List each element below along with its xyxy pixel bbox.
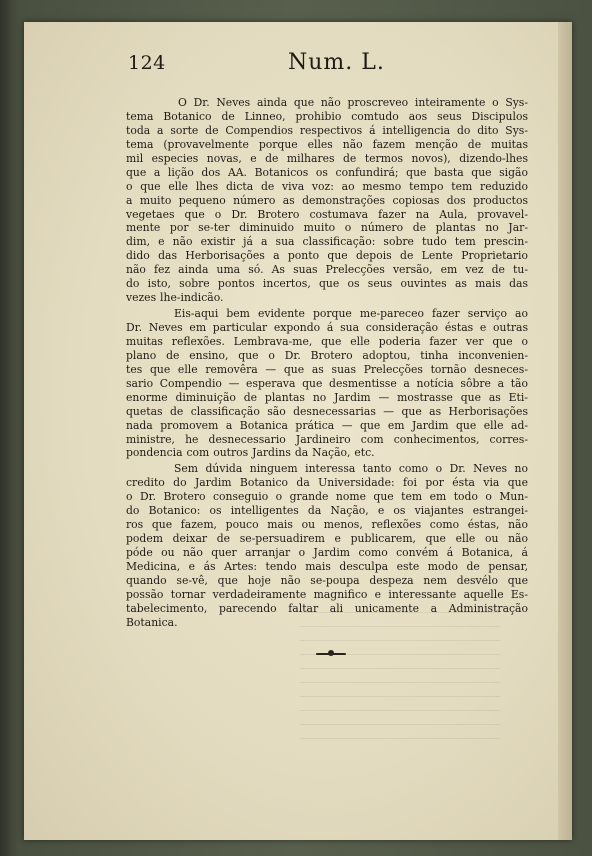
text-line: quetas de classificação são desnecessarias — que as Herborisações: [126, 404, 528, 418]
show-through-text: [300, 612, 500, 752]
text-line: que a lição dos AA. Botanicos os confundirá; que basta que sigão: [126, 165, 528, 179]
text-line: não fez ainda uma só. As suas Prelecções versão, em vez de tu-: [126, 263, 528, 277]
text-line: tema (provavelmente porque elles não fazem menção de muitas: [126, 137, 528, 151]
text-line: quando se-vê, que hoje não se-poupa despeza nem desvélo que: [126, 573, 528, 587]
page-number: 124: [128, 52, 166, 74]
text-line: Dr. Neves em particular expondo á sua consideração éstas e outras: [126, 321, 528, 334]
text-line: dim, e não existir já a sua classificação: sobre tudo tem prescin-: [126, 235, 528, 249]
text-line: Eis-aqui bem evidente porque me-pareceo fazer serviço ao: [174, 307, 528, 321]
text-line: vegetaes que o Dr. Brotero costumava fazer na Aula, provavel-: [126, 207, 528, 221]
page-edge: [558, 22, 572, 840]
text-line: Medicina, e ás Artes: tendo mais desculpa este modo de pensar,: [126, 559, 528, 573]
text-line: ros que fazem, pouco mais ou menos, reflexões como éstas, não: [126, 518, 528, 532]
text-line: o Dr. Brotero conseguio o grande nome que tem em todo o Mun-: [126, 490, 528, 504]
section-divider-ornament: [316, 650, 346, 658]
text-line: dido das Herborisações a ponto que depois de Lente Proprietario: [126, 249, 528, 263]
text-line: tes que elle removêra — que as suas Prelecções tornão desneces-: [126, 362, 528, 376]
page-header: [128, 50, 408, 78]
text-line: podem deixar de se-persuadirem e publicarem, que elle ou não: [126, 532, 528, 546]
text-line: possão tornar verdadeiramente magnifico e interessante aquelle Es-: [126, 587, 528, 601]
text-line: tabelecimento, parecendo faltar ali unicamente a Administração: [126, 601, 528, 615]
text-line: Sem dúvida ninguem interessa tanto como o Dr. Neves no: [174, 462, 528, 476]
text-line: mil especies novas, e de milhares de termos novos), dizendo-lhes: [126, 151, 528, 165]
text-line: Botanica.: [126, 615, 178, 629]
text-line: ministre, he desnecessario Jardineiro com conhecimentos, corres-: [126, 432, 528, 446]
text-line: plano de ensino, que o Dr. Brotero adoptou, tinha inconvenien-: [126, 348, 528, 362]
paragraph: [126, 307, 528, 460]
text-line: O Dr. Neves ainda que não proscreveo inteiramente o Sys-: [178, 96, 528, 109]
running-title: Num. L.: [288, 50, 385, 75]
text-line: do isto, sobre pontos incertos, que os seus ouvintes as mais das: [126, 277, 528, 291]
text-line: sario Compendio — esperava que desmentisse a notícia sôbre a tão: [126, 376, 528, 390]
text-line: tema Botanico de Linneo, prohibio comtudo aos seus Discipulos: [126, 109, 528, 123]
text-line: a muito pequeno número as demonstrações copiosas dos productos: [126, 193, 528, 207]
text-line: toda a sorte de Compendios respectivos á intelligencia do dito Sys-: [126, 123, 528, 137]
divider-dot: [328, 650, 334, 656]
text-line: mente por se-ter diminuido muito o número de plantas no Jar-: [126, 221, 528, 235]
text-line: do Botanico: os intelligentes da Nação, e os viajantes estrangei-: [126, 504, 528, 518]
text-line: vezes lhe-indicão.: [126, 291, 224, 305]
text-line: póde ou não quer arranjar o Jardim como convém á Botanica, á: [126, 546, 528, 559]
text-line: enorme diminuição de plantas no Jardim — mostrasse que as Eti-: [126, 390, 528, 404]
body-text: [126, 96, 528, 630]
text-line: pondencia com outros Jardins da Nação, etc.: [126, 446, 375, 460]
paragraph: [126, 462, 528, 629]
paragraph: [126, 96, 528, 305]
text-line: nada promovem a Botanica prática — que em Jardim que elle ad-: [126, 418, 528, 432]
text-line: o que elle lhes dicta de viva voz: ao mesmo tempo tem reduzido: [126, 179, 528, 193]
text-line: muitas reflexões. Lembrava-me, que elle poderia fazer ver que o: [126, 334, 528, 348]
text-line: credito do Jardim Botanico da Universidade: foi por ésta via que: [126, 476, 528, 490]
